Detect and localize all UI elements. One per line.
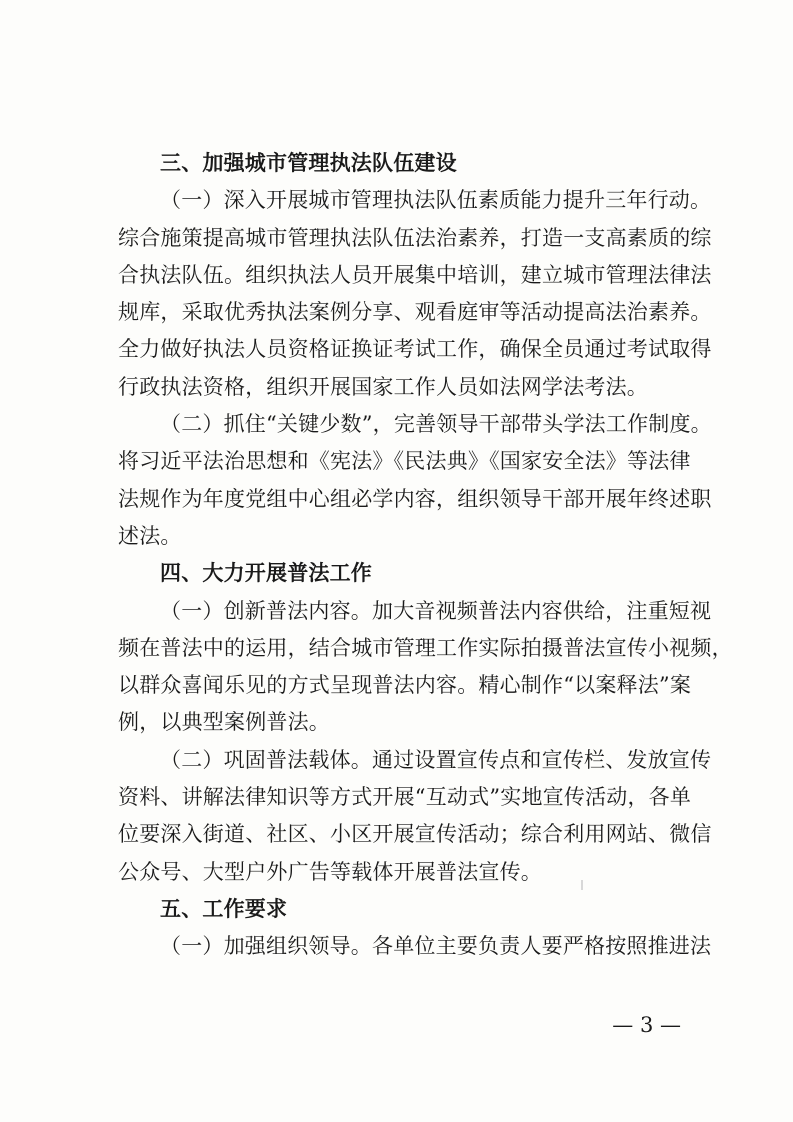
paragraph-line: 行政执法资格，组织开展国家工作人员如法网学法考法。 (118, 374, 648, 399)
paragraph-line: 公众号、大型户外广告等载体开展普法宣传。 (118, 859, 542, 884)
section-heading-3: 三、加强城市管理执法队伍建设 (160, 151, 457, 175)
paragraph-line: （一）深入开展城市管理执法队伍素质能力提升三年行动。 (160, 188, 712, 213)
paragraph-line: 例，以典型案例普法。 (118, 710, 330, 735)
section-heading-4: 四、大力开展普法工作 (160, 561, 372, 586)
section-heading-5: 五、工作要求 (160, 896, 288, 921)
paragraph-line: 频在普法中的运用，结合城市管理工作实际拍摄普法宣传小视频， (118, 635, 733, 660)
paragraph-line: （一）创新普法内容。加大音视频普法内容供给，注重短视 (160, 598, 712, 623)
paragraph-line: （一）加强组织领导。各单位主要负责人要严格按照推进法 (160, 934, 712, 959)
paragraph-line: 合执法队伍。组织执法人员开展集中培训，建立城市管理法律法 (118, 262, 712, 287)
paragraph-line: 资料、讲解法律知识等方式开展“互动式”实地宣传活动，各单 (118, 785, 692, 810)
paragraph-line: 法规作为年度党组中心组必学内容，组织领导干部开展年终述职 (118, 486, 712, 511)
document-body (118, 145, 733, 966)
paragraph-line: 全力做好执法人员资格证换证考试工作，确保全员通过考试取得 (118, 337, 712, 362)
paragraph-line: 以群众喜闻乐见的方式呈现普法内容。精心制作“以案释法”案 (118, 673, 692, 698)
paragraph-line: 规库，采取优秀执法案例分享、观看庭审等活动提高法治素养。 (118, 300, 712, 325)
paragraph-line: 将习近平法治思想和《宪法》《民法典》《国家安全法》等法律 (118, 449, 691, 474)
paragraph-line: 位要深入街道、社区、小区开展宣传活动；综合利用网站、微信 (118, 822, 712, 847)
paragraph-line: 综合施策提高城市管理执法队伍法治素养，打造一支高素质的综 (118, 225, 712, 250)
paragraph-line: 述法。 (118, 523, 182, 548)
paragraph-line: （二）巩固普法载体。通过设置宣传点和宣传栏、发放宣传 (160, 747, 712, 772)
scan-speck (581, 880, 583, 890)
page-number: — 3 — (612, 1013, 681, 1037)
paragraph-line: （二）抓住“关键少数”，完善领导干部带头学法工作制度。 (160, 412, 712, 437)
